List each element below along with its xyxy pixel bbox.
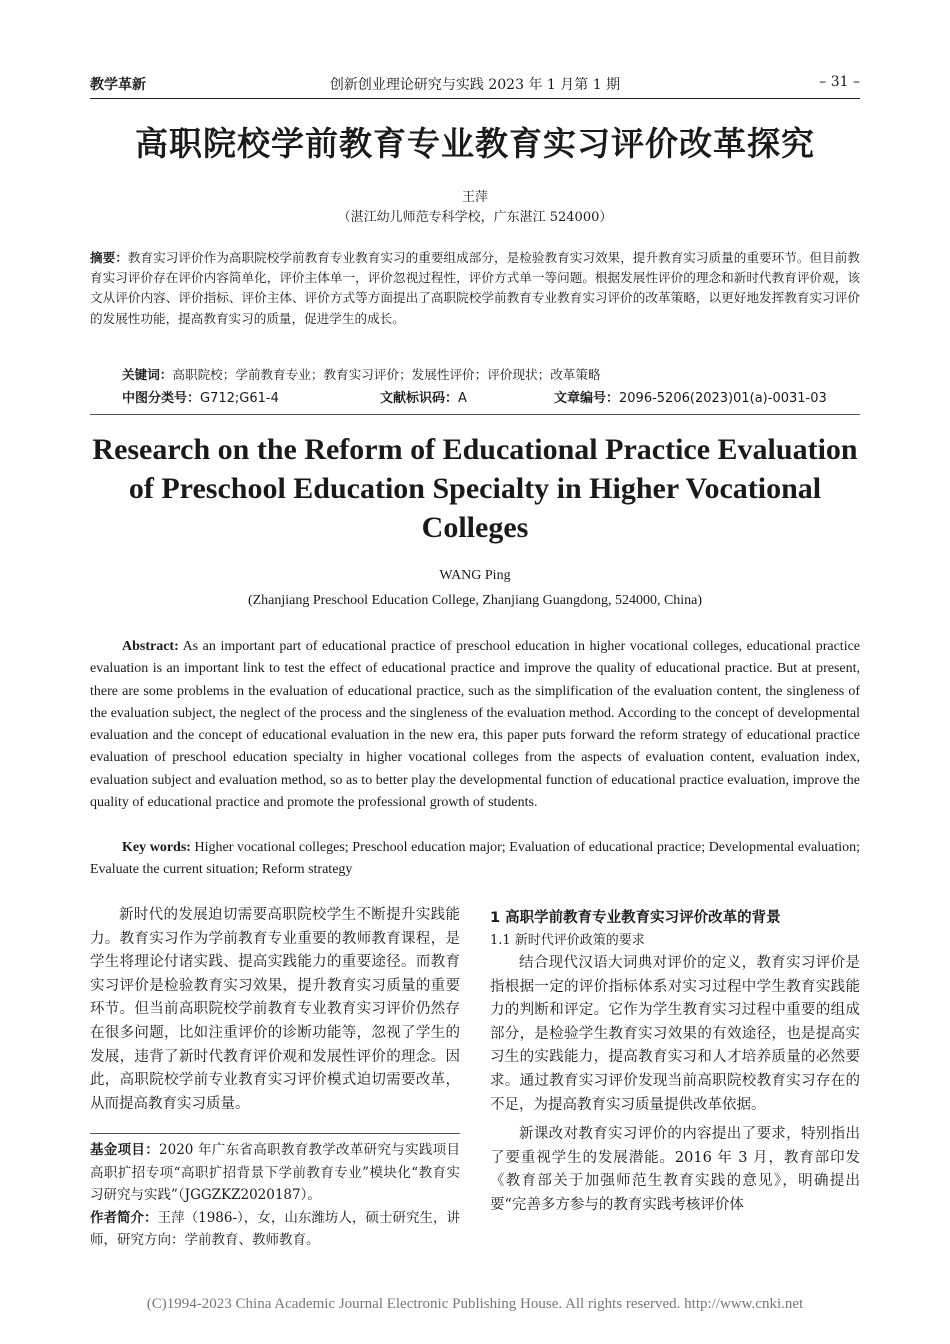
english-title: Research on the Reform of Educational Practice Evaluation of Preschool Education Specialty in Higher Vocational Colleges xyxy=(92,433,858,544)
english-keywords xyxy=(90,837,860,882)
chinese-keywords-label: 关键词： xyxy=(122,367,173,382)
body-paragraph-2: 新课改对教育实习评价的内容提出了要求，特别指出了要重视学生的发展潜能。2016 年 3 月，教育部印发《教育部关于加强师范生教育实践的意见》，明确提出要“完善多方参与的教育实践考核评价体 xyxy=(490,1126,860,1213)
footnote-rule xyxy=(90,1133,460,1134)
running-header xyxy=(90,74,860,96)
english-author: WANG Ping xyxy=(439,568,511,583)
english-affiliation: (Zhanjiang Preschool Education College, Zhanjiang Guangdong, 524000, China) xyxy=(247,593,703,608)
header-journal: 创新创业理论研究与实践 2023 年 1 月第 1 期 xyxy=(329,77,621,93)
header-rule xyxy=(90,98,860,99)
chinese-title: 高职院校学前教育专业教育实习评价改革探究 xyxy=(135,124,815,163)
section-1-1-heading: 1.1 新时代评价政策的要求 xyxy=(490,933,645,948)
english-abstract xyxy=(90,636,860,814)
body-paragraph-1: 结合现代汉语大词典对评价的定义，教育实习评价是指根据一定的评价指标体系对实习过程中学生教育实践能力的判断和评定。它作为学生教育实习过程中重要的组成部分，是检验学生教育实习效果的有效途径，也是提高实习生的实践能力，提高教育实习和人才培养质量的必然要求。通过教育实习评价发现当前高职院校教育实习存在的不足，为提高教育实习质量提供改革依据。 xyxy=(490,955,860,1113)
fund-note: 基金项目：2020 年广东省高职教育教学改革研究与实践项目高职扩招专项“高职扩招背景下学前教育专业”模块化“教育实习研究与实践”（JGGZKZ2020187）。 xyxy=(90,1142,460,1203)
separator-rule xyxy=(90,414,860,415)
header-page-number: – 31 – xyxy=(819,74,860,90)
header-section: 教学革新 xyxy=(90,77,146,93)
article-number: 文章编号：2096-5206(2023)01(a)-0031-03 xyxy=(554,391,827,406)
document-code: 文献标识码：A xyxy=(380,391,467,406)
footnotes xyxy=(90,1139,460,1252)
author-bio: 作者简介：王萍（1986-），女，山东潍坊人，硕士研究生，讲师，研究方向：学前教育、教师教育。 xyxy=(90,1209,461,1248)
english-abstract-label: Abstract: xyxy=(122,639,179,654)
chinese-keywords xyxy=(122,366,860,384)
chinese-abstract-label: 摘要： xyxy=(90,250,128,265)
english-keywords-text: Higher vocational colleges; Preschool education major; Evaluation of educational practice; Developmental evaluation; Evaluate the current situation; Reform strategy xyxy=(90,840,861,878)
copyright-footer: (C)1994-2023 China Academic Journal Electronic Publishing House. All rights reserved. http://www.cnki.net xyxy=(146,1296,804,1312)
chinese-author: 王萍 xyxy=(461,190,488,205)
right-column xyxy=(490,906,860,1218)
english-keywords-label: Key words: xyxy=(122,840,191,855)
chinese-abstract-text: 教育实习评价作为高职院校学前教育专业教育实习的重要组成部分，是检验教育实习效果，提升教育实习质量的重要环节。但目前教育实习评价存在评价内容简单化，评价主体单一，评价忽视过程性，评价方式单一等问题。根据发展性评价的理念和新时代教育评价观，该文从评价内容、评价指标、评价主体、评价方式等方面提出了高职院校学前教育专业教育实习评价的改革策略，以更好地发挥教育实习评价的发展性功能，提高教育实习的质量，促进学生的成长。 xyxy=(90,250,861,326)
section-1-heading: 1 高职学前教育专业教育实习评价改革的背景 xyxy=(490,910,781,926)
clc-number: 中图分类号：G712;G61-4 xyxy=(122,391,279,406)
english-abstract-text: As an important part of educational practice of preschool education in higher vocational colleges, educational practice evaluation is an important link to test the effect of educational practice and improve the quality of educational practice. But at present, there are some problems in the evaluation of educational practice, such as the simplification of the evaluation content, the singleness of the evaluation subject, the neglect of the process and the singleness of the evaluation method. According to the concept of developmental evaluation and the concept of educational evaluation in the new era, this paper puts forward the reform strategy of educational practice evaluation of preschool education specialty in higher vocational colleges from the aspects of evaluation content, evaluation index, evaluation subject and evaluation method, so as to better play the developmental function of educational practice evaluation, improve the quality of educational practice and promote the professional growth of students. xyxy=(90,639,861,811)
classification-row xyxy=(122,387,860,405)
chinese-affiliation: （湛江幼儿师范专科学校，广东湛江 524000） xyxy=(337,210,613,225)
intro-paragraph: 新时代的发展迫切需要高职院校学生不断提升实践能力。教育实习作为学前教育专业重要的教师教育课程，是学生将理论付诸实践、提高实践能力的重要途径。而教育实习评价是检验教育实习效果，提升教育实习质量的重要环节。但当前高职院校学前教育专业教育实习评价仍然存在很多问题，比如注重评价的诊断功能等，忽视了学生的发展，违背了新时代教育评价观和发展性评价的理念。因此，高职院校学前专业教育实习评价模式迫切需要改革，从而提高教育实习质量。 xyxy=(90,907,460,1112)
chinese-keywords-text: 高职院校；学前教育专业；教育实习评价；发展性评价；评价现状；改革策略 xyxy=(172,367,601,382)
chinese-abstract xyxy=(90,248,860,329)
left-column xyxy=(90,904,460,1116)
